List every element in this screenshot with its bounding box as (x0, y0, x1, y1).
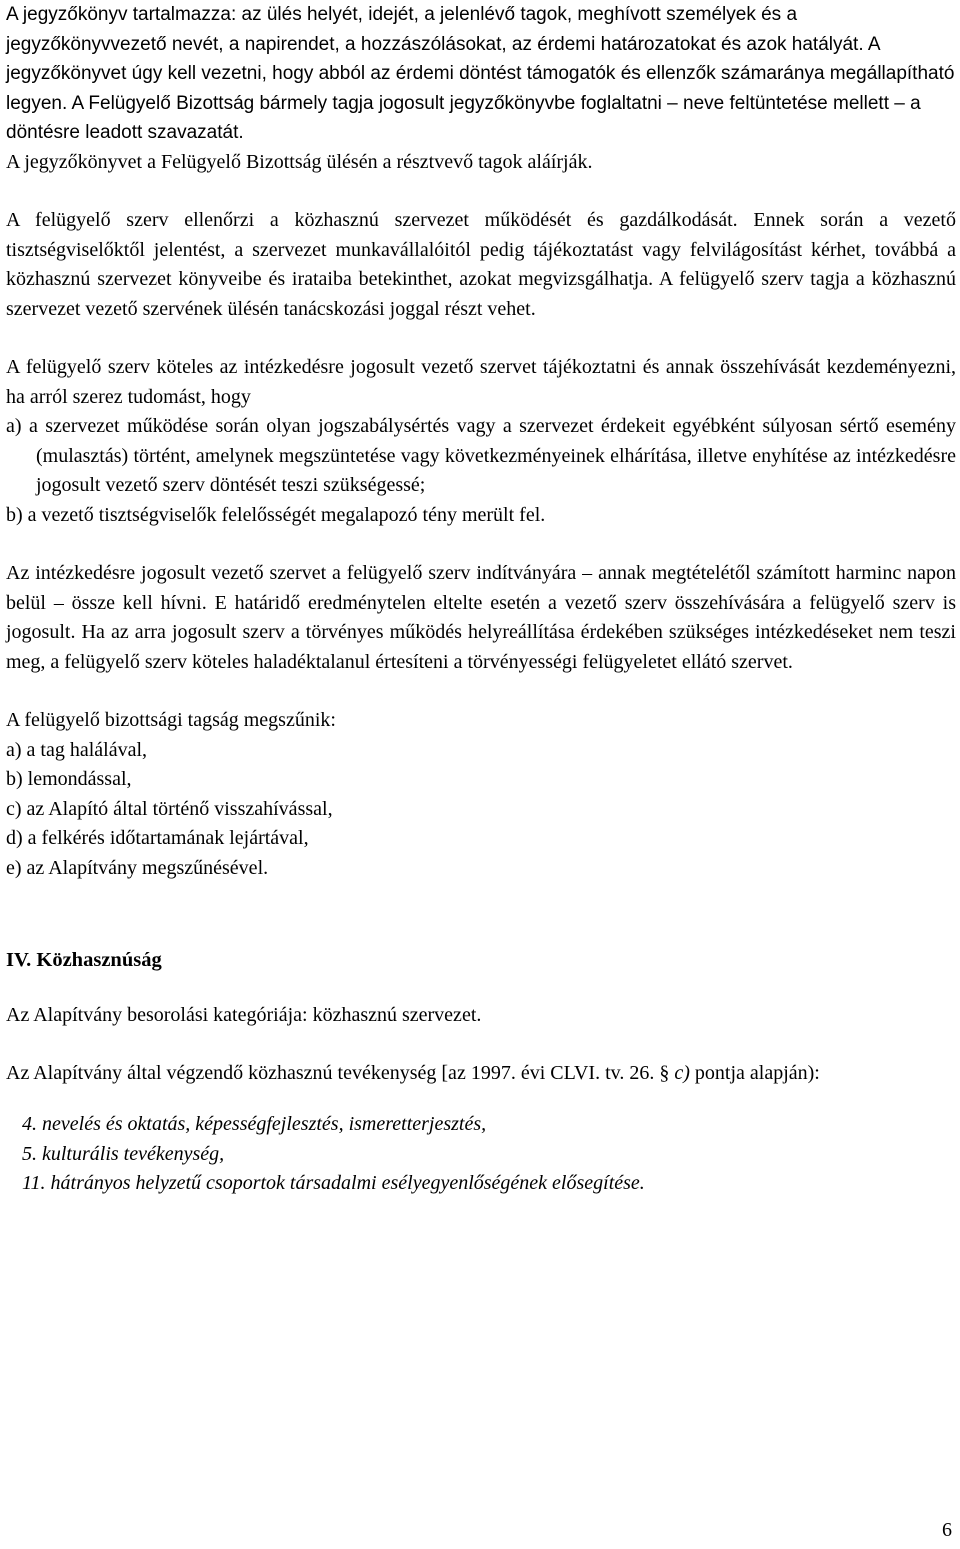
activity-item: 5. kulturális tevékenység, (22, 1142, 225, 1165)
convening-paragraph (6, 559, 956, 677)
obligation-item-a: a) a szervezet működése során olyan jogszabálysértés vagy a szervezet érdekeit egyébként súlyosan sértő esemény (mulasztás) történt, amelynek megszüntetése vagy következményeinek elhárítása, illetve enyhítése az intézkedésre jogosult vezető szerv döntését teszi szükségessé; (6, 415, 956, 496)
termination-item: e) az Alapítvány megszűnésével. (6, 856, 269, 879)
minutes-text-tail: A jegyzőkönyvet a Felügyelő Bizottság ülésén a résztvevő tagok aláírják. (6, 150, 593, 173)
classification-text: Az Alapítvány besorolási kategóriája: közhasznú szervezet. (6, 1004, 482, 1026)
termination-intro: A felügyelő bizottsági tagság megszűnik: (6, 709, 336, 731)
activity-item: 11. hátrányos helyzetű csoportok társadalmi esélyegyenlőségének elősegítése. (22, 1172, 645, 1194)
minutes-paragraph (6, 0, 956, 177)
termination-item: b) lemondással, (6, 768, 132, 790)
activity-intro-end: pontja alapján): (689, 1061, 820, 1084)
activity-item: 4. nevelés és oktatás, képességfejlesztés, ismeretterjesztés, (22, 1113, 487, 1135)
convening-text: Az intézkedésre jogosult vezető szervet a felügyelő szerv indítványára – annak megtételétől számított harminc napon belül – össze kell hívni. E határidő eredménytelen eltelte esetén a vezető szerv összehívására a felügyelő szerv is jogosult. Ha az arra jogosult szerv a törvényes működés helyreállítása érdekében szükséges intézkedéseket nem teszi meg, a felügyelő szerv köteles haladéktalanul értesíteni a törvényességi felügyeletet ellátó szervet. (6, 562, 956, 673)
supervisory-text: A felügyelő szerv ellenőrzi a közhasznú szervezet működését és gazdálkodását. Ennek során a vezető tisztségviselőktől jelentést, a szervezet munkavállalóitól pedig tájékoztatást vagy felvilágosítást kérhet, továbbá a közhasznú szervezet könyveibe és irataiba betekinthet, azokat megvizsgálhatja. A felügyelő szerv tagja a közhasznú szervezet vezető szervének ülésén tanácskozási joggal részt vehet. (6, 209, 956, 320)
document-page (6, 0, 956, 1199)
obligation-item-b: b) a vezető tisztségviselők felelősségét megalapozó tény merült fel. (6, 503, 546, 526)
supervisory-paragraph (6, 206, 956, 324)
activity-list (6, 1110, 956, 1199)
termination-item: a) a tag halálával, (6, 738, 148, 761)
activity-intro-letter: c) (674, 1061, 690, 1084)
activity-intro (6, 1059, 956, 1089)
termination-list (6, 706, 956, 883)
minutes-text: A jegyzőkönyv tartalmazza: az ülés helyét, idejét, a jelenlévő tagok, meghívott személyek és a jegyzőkönyvvezető nevét, a napirendet, a hozzászólásokat, az érdemi határozatokat és azok hatályát. A jegyzőkönyvet úgy kell vezetni, hogy abból az érdemi döntést támogatók és ellenzők számaránya megállapítható legyen. A Felügyelő Bizottság bármely tagja jogosult jegyzőkönyvbe foglaltatni – neve feltüntetése mellett – a döntésre leadott szavazatát. (6, 4, 955, 143)
section-heading: IV. Közhasznúság (6, 949, 162, 971)
obligation-paragraph (6, 353, 956, 530)
activity-intro-text: Az Alapítvány által végzendő közhasznú tevékenység [az 1997. évi CLVI. tv. 26. § (6, 1061, 675, 1084)
termination-item: c) az Alapító által történő visszahívással, (6, 797, 333, 820)
page-number: 6 (942, 1519, 952, 1541)
termination-item: d) a felkérés időtartamának lejártával, (6, 827, 309, 849)
obligation-intro: A felügyelő szerv köteles az intézkedésre jogosult vezető szervet tájékoztatni és annak összehívását kezdeményezni, ha arról szerez tudomást, hogy (6, 356, 956, 408)
